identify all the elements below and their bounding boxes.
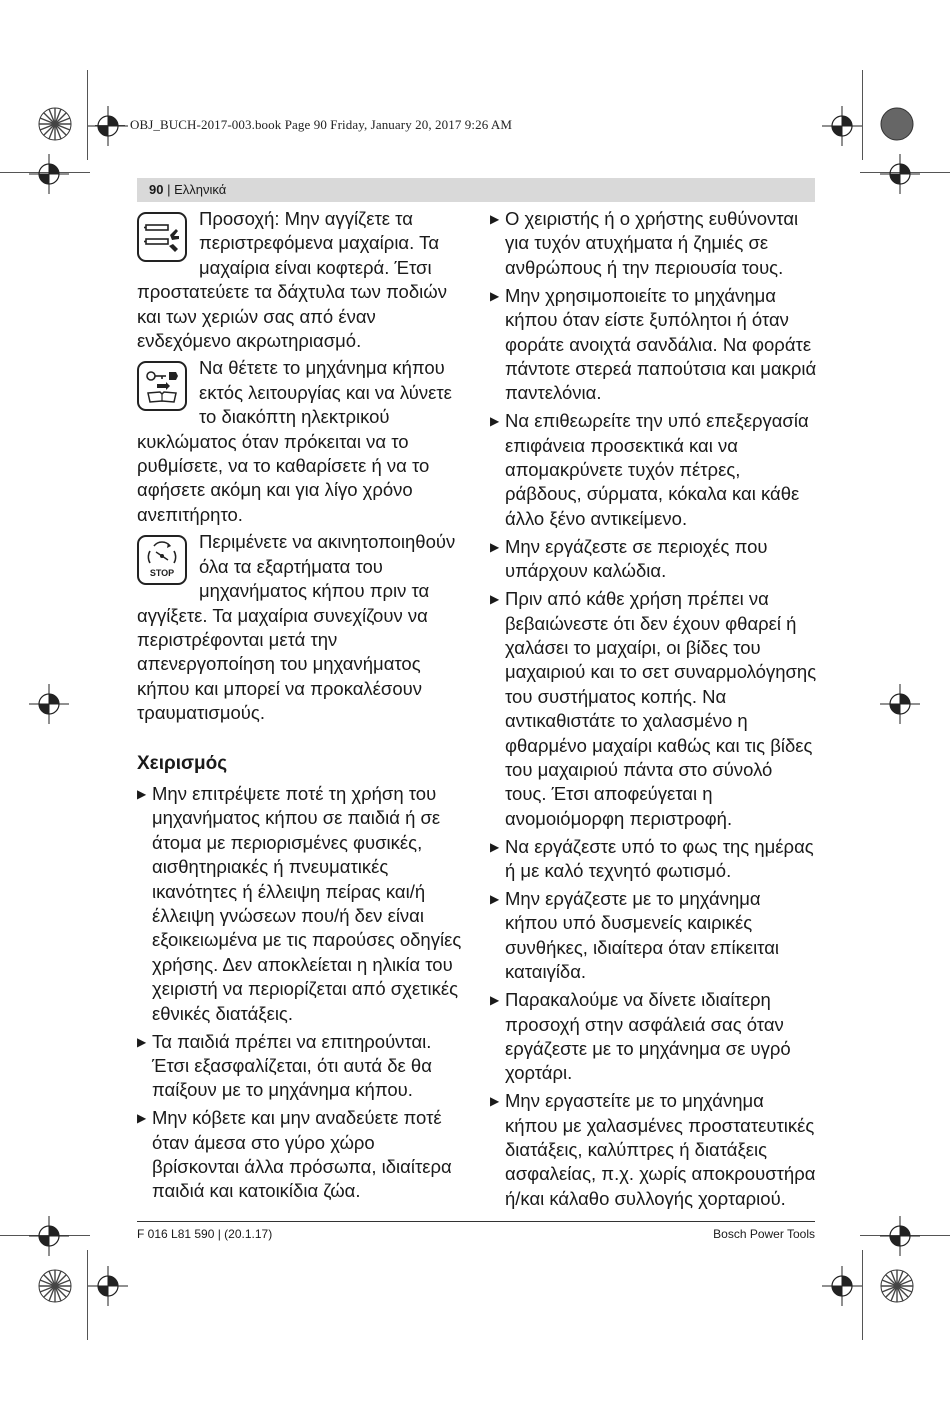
bullet-arrow-icon: ▶: [137, 1111, 147, 1126]
registration-mark-icon: [37, 106, 73, 142]
page-number: 90: [149, 182, 164, 197]
left-column: [137, 207, 464, 1207]
list-item: [137, 782, 464, 1026]
crop-line: [862, 70, 863, 160]
list-item: [490, 284, 817, 406]
safety-text: Προσοχή: Μην αγγίζετε τα περιστρεφόμενα μαχαίρια. Τα μαχαίρια είναι κοφτερά. Έτσι προστατεύετε τα δάχτυλα των ποδιών και των χεριών σας από έναν ενδεχόμενο ακρωτηριασμό.: [137, 208, 447, 352]
safety-paragraph: [137, 207, 464, 353]
crosshair-mark-icon: [822, 106, 862, 146]
list-item: [490, 835, 817, 884]
list-item-text: Μην εργάζεστε σε περιοχές που υπάρχουν καλώδια.: [505, 535, 768, 582]
crosshair-mark-icon: [880, 154, 920, 194]
list-item-text: Ο χειριστής ή ο χρήστης ευθύνονται για τυχόν ατυχήματα ή ζημιές σε ανθρώπους ή την περιουσία τους.: [505, 208, 799, 278]
header-separator: |: [167, 182, 171, 197]
footer-divider: [137, 1221, 815, 1222]
safety-paragraph: [137, 356, 464, 527]
blade-hand-warning-icon: [137, 212, 187, 262]
list-item: [490, 207, 817, 280]
bullet-arrow-icon: ▶: [490, 1094, 500, 1109]
bullet-arrow-icon: ▶: [490, 288, 500, 303]
crosshair-mark-icon: [822, 1266, 862, 1306]
crop-line: [862, 1250, 863, 1340]
print-slug-header: OBJ_BUCH-2017-003.book Page 90 Friday, January 20, 2017 9:26 AM: [130, 117, 513, 132]
language-label: Ελληνικά: [174, 182, 227, 197]
list-item-text: Μην εργάζεστε με το μηχάνημα κήπου υπό δυσμενείς καιρικές συνθήκες, ιδιαίτερα όταν επίκειται καταιγίδα.: [505, 887, 780, 983]
stop-label: STOP: [149, 568, 175, 579]
footer-document-code: F 016 L81 590 | (20.1.17): [137, 1227, 273, 1241]
list-item: [490, 587, 817, 831]
list-item: [490, 535, 817, 584]
bullet-arrow-icon: ▶: [490, 592, 500, 607]
bullet-arrow-icon: ▶: [490, 212, 500, 226]
list-item-text: Να εργάζεστε υπό το φως της ημέρας ή με καλό τεχνητό φωτισμό.: [505, 835, 814, 882]
list-item: [490, 409, 817, 531]
crosshair-mark-icon: [88, 106, 128, 146]
list-item-text: Παρακαλούμε να δίνετε ιδιαίτερη προσοχή στην ασφάλειά σας όταν εργάζεστε με το μηχάνημα σε υγρό χορτάρι.: [505, 989, 791, 1084]
crosshair-mark-icon: [880, 684, 920, 724]
footer-brand: Bosch Power Tools: [713, 1227, 815, 1241]
bullet-arrow-icon: ▶: [490, 993, 500, 1008]
crosshair-mark-icon: [88, 1266, 128, 1306]
section-heading: Χειρισμός: [137, 752, 228, 774]
right-column: [490, 207, 817, 1215]
bullet-arrow-icon: ▶: [490, 891, 500, 906]
bullet-arrow-icon: ▶: [490, 539, 500, 554]
list-item: [137, 1106, 464, 1204]
page-header: [149, 182, 226, 197]
list-item: [490, 887, 817, 985]
registration-mark-icon: [37, 1268, 73, 1304]
crosshair-mark-icon: [880, 1216, 920, 1256]
key-manual-icon: [137, 361, 187, 411]
list-item-text: Να επιθεωρείτε την υπό επεξεργασία επιφάνεια προσεκτικά και να απομακρύνετε τυχόν πέτρες, ράβδους, σύρματα, κόκαλα και κάθε άλλο ξένο αντικείμενο.: [505, 410, 809, 529]
color-bar-circle-icon: [879, 106, 915, 142]
list-item-text: Τα παιδιά πρέπει να επιτηρούνται. Έτσι εξασφαλίζεται, ότι αυτά δε θα παίξουν με το μηχάνημα κήπου.: [152, 1030, 432, 1101]
list-item: [137, 1030, 464, 1103]
bullet-arrow-icon: ▶: [490, 414, 500, 429]
safety-text: Να θέτετε το μηχάνημα κήπου εκτός λειτουργίας και να λύνετε το διακόπτη ηλεκτρικού κυκλώματος όταν πρόκειται να το ρυθμίσετε, να το καθαρίσετε ή να το αφήσετε ακόμη και για λίγο χρόνο ανεπιτήρητο.: [137, 357, 452, 525]
list-item-text: Πριν από κάθε χρήση πρέπει να βεβαιώνεστε ότι δεν έχουν φθαρεί ή χαλάσει το μαχαίρι, οι βίδες του μαχαιριού και το σετ συναρμολόγησης του συστήματος κοπής. Να αντικαθιστάτε το χαλασμένο η φθαρμένο μαχαίρι καθώς και τις βίδες του μαχαιριού πάντα στο σύνολό τους. Έτσι αποφεύγεται η ανομοιόμορφη περιστροφή.: [505, 588, 817, 829]
crosshair-mark-icon: [29, 154, 69, 194]
crosshair-mark-icon: [29, 684, 69, 724]
list-item-text: Μην χρησιμοποιείτε το μηχάνημα κήπου όταν είστε ξυπόλητοι ή όταν φοράτε ανοιχτά σανδάλια. Να φοράτε πάντοτε στερεά παπούτσια και μακριά παντελόνια.: [505, 284, 817, 404]
bullet-arrow-icon: ▶: [137, 786, 147, 801]
rotating-stop-icon: [137, 535, 187, 585]
list-item-text: Μην επιτρέψετε ποτέ τη χρήση του μηχανήματος κήπου σε παιδιά ή σε άτομα με περιορισμένες φυσικές, αισθητηριακές ή πνευματικές ικανότητες ή έλλειψη πείρας και/ή έλλειψη γνώσεων που/ή δεν είναι εξοικειωμένα με τις παρούσες οδηγίες χρήσης. Δεν αποκλείεται η ηλικία του χειριστή να περιορίζεται από σχετικές εθνικές διατάξεις.: [152, 782, 462, 1024]
page-header-bar: [137, 178, 815, 202]
bullet-arrow-icon: ▶: [490, 839, 500, 854]
safety-paragraph: [137, 530, 464, 725]
crosshair-mark-icon: [29, 1216, 69, 1256]
list-item-text: Μην εργαστείτε με το μηχάνημα κήπου με χαλασμένες προστατευτικές διατάξεις, καλύπτρες ή διατάξεις ασφαλείας, π.χ. χωρίς αποκρουστήρα ή/και κάλαθο συλλογής χορταριού.: [505, 1090, 816, 1209]
list-item-text: Μην κόβετε και μην αναδεύετε ποτέ όταν άμεσα στο γύρο χώρο βρίσκονται άλλα πρόσωπα, ιδιαίτερα παιδιά και κατοικίδια ζώα.: [152, 1107, 452, 1202]
bullet-arrow-icon: ▶: [137, 1034, 147, 1049]
list-item: [490, 1089, 817, 1211]
list-item: [490, 988, 817, 1086]
safety-text: Περιμένετε να ακινητοποιηθούν όλα τα εξαρτήματα του μηχανήματος κήπου πριν τα αγγίξετε. Τα μαχαίρια συνεχίζουν να περιστρέφονται μετά την απενεργοποίηση του μηχανήματος κήπου και μπορεί να προκαλέσουν τραυματισμούς.: [137, 531, 456, 724]
registration-mark-icon: [879, 1268, 915, 1304]
